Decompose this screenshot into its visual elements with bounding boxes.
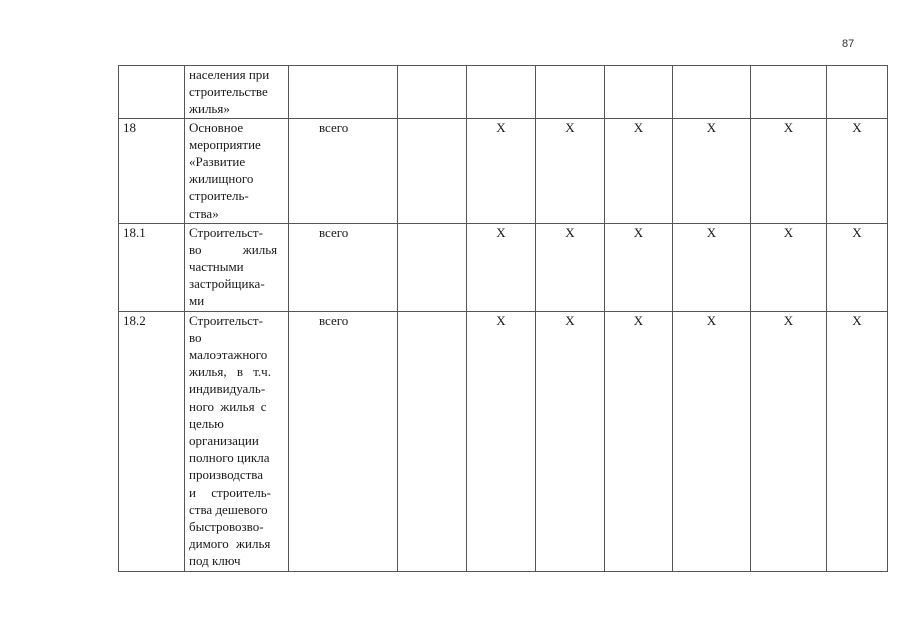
name-line: индивидуаль- (189, 381, 266, 397)
name-line: «Развитие (189, 154, 246, 170)
mark-cell: X (827, 311, 888, 571)
name-line: во (189, 329, 202, 345)
name-line: частными (189, 259, 244, 275)
name-line: организации (189, 433, 259, 449)
mark-cell (605, 66, 673, 119)
mark-cell: X (751, 118, 827, 223)
mark-cell: X (536, 118, 605, 223)
mark-cell (467, 66, 536, 119)
name-line: Строительст- (189, 224, 263, 240)
program-table (118, 65, 888, 572)
name-line: Основное (189, 119, 244, 135)
mark-cell: X (605, 223, 673, 311)
mark-cell: X (467, 311, 536, 571)
activity-name-cell (185, 118, 289, 223)
name-line: строитель- (189, 188, 249, 204)
funding-type-cell: всего (289, 118, 398, 223)
row-number-cell: 18.1 (119, 223, 185, 311)
name-line: мероприятие (189, 136, 261, 152)
activity-name-cell (185, 66, 289, 119)
name-line: ства дешевого (189, 501, 268, 517)
funding-type-cell (289, 66, 398, 119)
table-row (119, 66, 888, 119)
mark-cell: X (467, 223, 536, 311)
mark-cell: X (605, 311, 673, 571)
page-number: 87 (842, 38, 855, 50)
mark-cell (673, 66, 751, 119)
mark-cell (827, 66, 888, 119)
name-line: димого жилья (189, 536, 271, 552)
name-line: жилищного (189, 171, 254, 187)
table-row (119, 311, 888, 571)
name-line: населения при (189, 67, 270, 82)
row-number-cell: 18 (119, 118, 185, 223)
table-row (119, 118, 888, 223)
name-line: производства (189, 467, 264, 483)
mark-cell: X (605, 118, 673, 223)
mark-cell: X (751, 311, 827, 571)
activity-name-cell (185, 223, 289, 311)
name-line: целью (189, 415, 224, 431)
name-line: жилья» (189, 101, 230, 117)
row-number-cell: 18.2 (119, 311, 185, 571)
mark-cell: X (673, 311, 751, 571)
name-line: ства» (189, 205, 219, 221)
funding-type-cell: всего (289, 311, 398, 571)
mark-cell: X (673, 118, 751, 223)
mark-cell (751, 66, 827, 119)
row-number-cell (119, 66, 185, 119)
name-line: под ключ (189, 553, 241, 569)
empty-cell (398, 223, 467, 311)
empty-cell (398, 118, 467, 223)
mark-cell (536, 66, 605, 119)
empty-cell (398, 66, 467, 119)
mark-cell: X (751, 223, 827, 311)
name-line: быстровозво- (189, 519, 264, 535)
mark-cell: X (673, 223, 751, 311)
name-line: ного жилья с (189, 398, 267, 414)
name-line: Строительст- (189, 312, 263, 328)
mark-cell: X (827, 118, 888, 223)
name-line: жилья, в т.ч. (189, 364, 271, 380)
table-row (119, 223, 888, 311)
activity-name-cell (185, 311, 289, 571)
mark-cell: X (827, 223, 888, 311)
name-line: и строитель- (189, 484, 271, 500)
name-line: во жилья (189, 241, 278, 257)
name-line: ми (189, 293, 205, 309)
name-line: застройщика- (189, 276, 265, 292)
funding-type-cell: всего (289, 223, 398, 311)
name-line: полного цикла (189, 450, 270, 466)
mark-cell: X (536, 311, 605, 571)
empty-cell (398, 311, 467, 571)
mark-cell: X (536, 223, 605, 311)
name-line: строительстве (189, 84, 268, 100)
mark-cell: X (467, 118, 536, 223)
name-line: малоэтажного (189, 347, 268, 363)
